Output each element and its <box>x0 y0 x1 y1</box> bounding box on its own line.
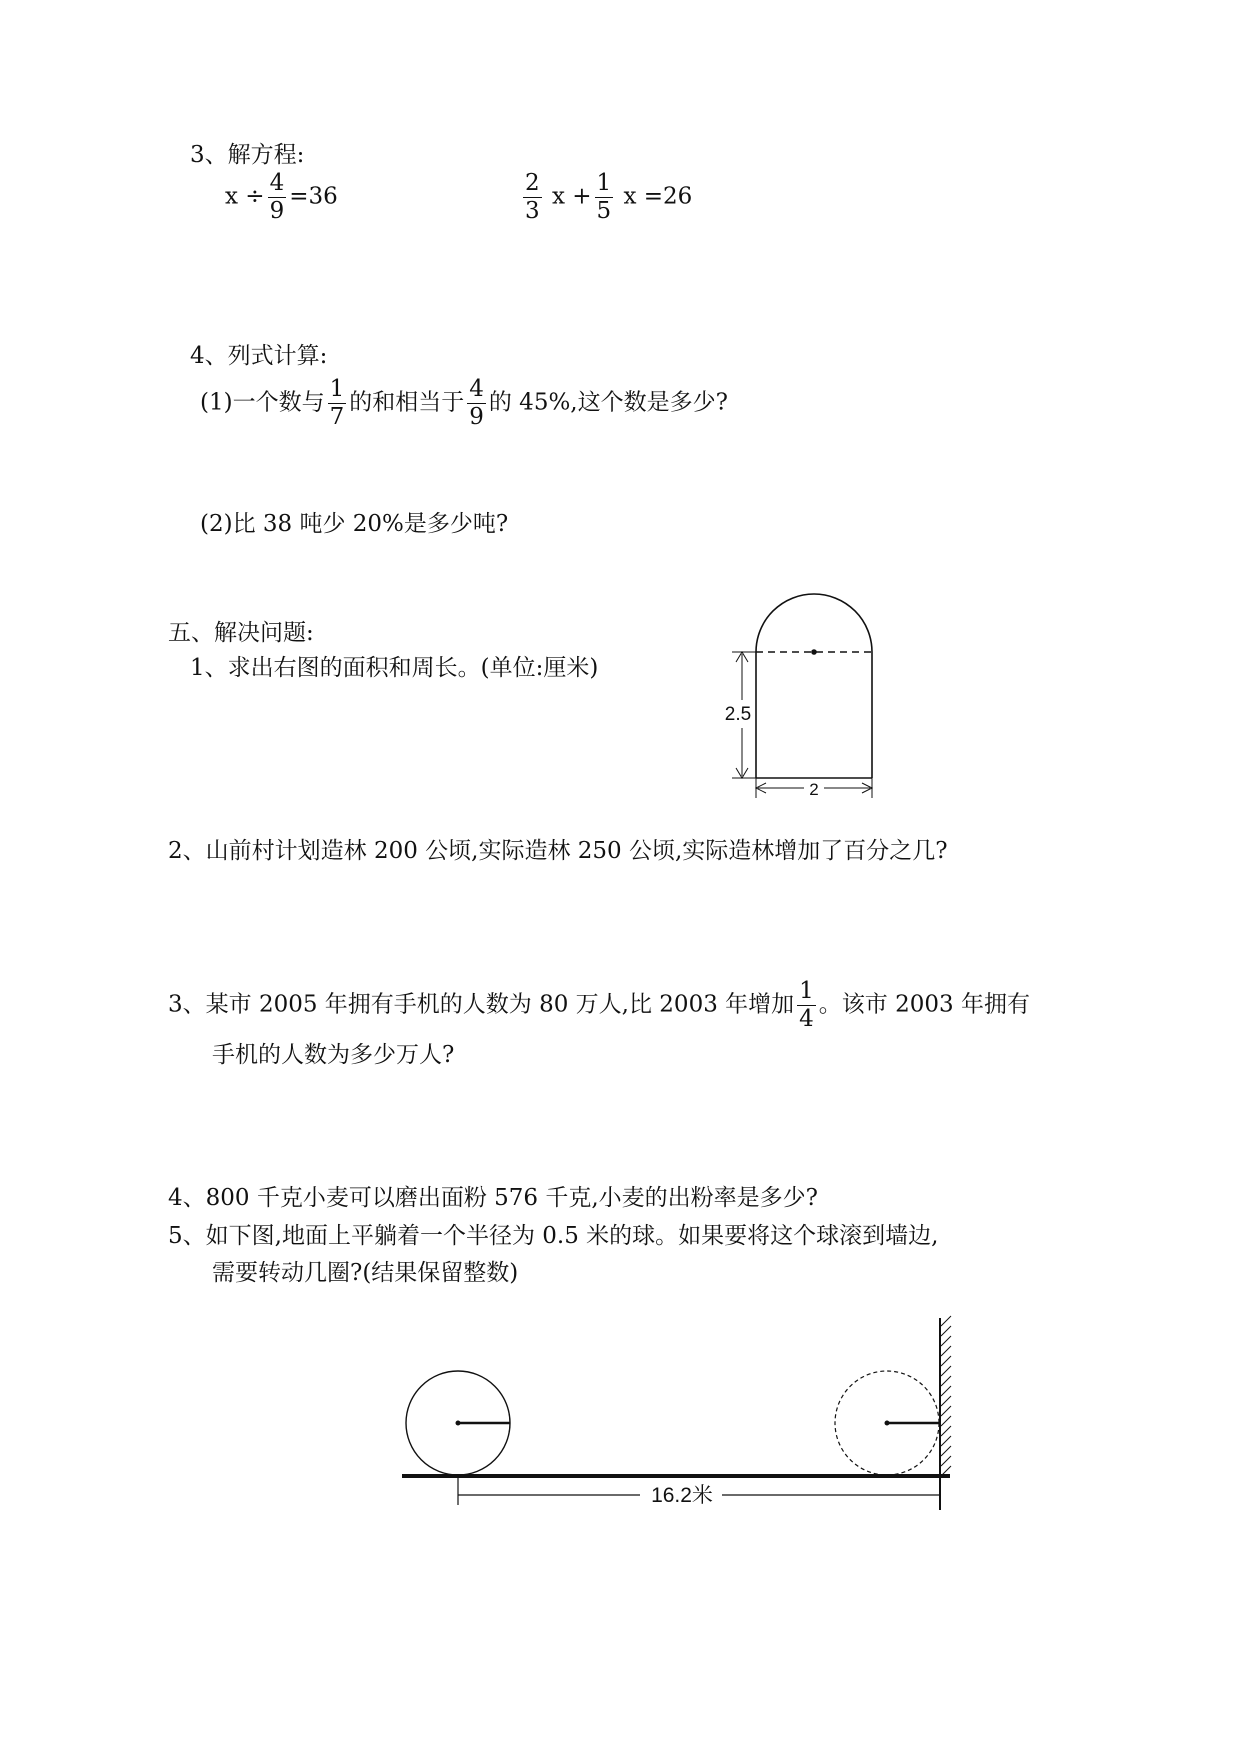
s5-problem-5-line1: 5、如下图,地面上平躺着一个半径为 0.5 米的球。如果要将这个球滚到墙边, <box>168 1223 939 1249</box>
q4p1-denominator-1: 7 <box>329 404 345 430</box>
q4p1-text-a: (1)一个数与 <box>200 389 325 416</box>
eq1-var: x <box>225 183 238 210</box>
semicircle-arc <box>756 594 872 652</box>
s5-problem-1: 1、求出右图的面积和周长。(单位:厘米) <box>190 655 599 681</box>
q3-heading: 3、解方程: <box>190 142 305 168</box>
q4p1-fraction-1 <box>328 378 347 429</box>
eq2-plus: + <box>572 183 592 210</box>
s5p3-numerator: 1 <box>799 978 814 1004</box>
s5p3-text-b: 。该市 2003 年拥有 <box>818 991 1030 1018</box>
eq1-div: ÷ <box>245 183 265 210</box>
eq2-numerator-2: 1 <box>596 170 612 196</box>
ball-wall-figure <box>390 1310 970 1560</box>
eq2-numerator-1: 2 <box>525 170 540 196</box>
composite-shape-figure <box>720 590 890 810</box>
s5-problem-3 <box>168 980 1030 1031</box>
s5p3-fraction <box>797 980 816 1031</box>
width-label: 2 <box>809 780 819 799</box>
section5-heading: 五、解决问题: <box>168 620 314 646</box>
s5-problem-2: 2、山前村计划造林 200 公顷,实际造林 250 公顷,实际造林增加了百分之几? <box>168 838 948 864</box>
eq2-denominator-2: 5 <box>596 198 612 224</box>
equation-1 <box>225 172 338 223</box>
eq2-var-1: x <box>551 183 565 210</box>
eq1-denominator: 9 <box>269 198 285 224</box>
s5-problem-4: 4、800 千克小麦可以磨出面粉 576 千克,小麦的出粉率是多少? <box>168 1185 819 1211</box>
eq2-denominator-1: 3 <box>525 198 540 224</box>
eq2-rest: x =26 <box>623 183 693 210</box>
q4p1-numerator-1: 1 <box>329 376 345 402</box>
q4p1-text-c: 的 45%,这个数是多少? <box>488 389 728 416</box>
equation-2 <box>520 172 692 223</box>
q4p1-text-b: 的和相当于 <box>349 389 465 416</box>
q4p1-denominator-2: 9 <box>469 404 484 430</box>
eq2-fraction-2 <box>595 172 614 223</box>
q4-heading: 4、列式计算: <box>190 343 328 369</box>
s5p3-denominator: 4 <box>799 1006 814 1032</box>
eq1-rest: =36 <box>289 183 338 210</box>
s5-problem-3-line2: 手机的人数为多少万人? <box>212 1042 455 1068</box>
s5p3-text-a: 3、某市 2005 年拥有手机的人数为 80 万人,比 2003 年增加 <box>168 991 795 1018</box>
eq2-fraction-1 <box>523 172 542 223</box>
distance-label: 16.2米 <box>651 1484 713 1507</box>
wall-hatching <box>941 1316 951 1476</box>
q4-problem-2: (2)比 38 吨少 20%是多少吨? <box>200 511 509 537</box>
q4-problem-1 <box>200 378 728 429</box>
q4p1-fraction-2 <box>467 378 486 429</box>
q4p1-numerator-2: 4 <box>469 376 484 402</box>
eq1-numerator: 4 <box>269 170 285 196</box>
eq1-fraction <box>268 172 287 223</box>
height-label: 2.5 <box>724 704 752 725</box>
s5-problem-5-line2: 需要转动几圈?(结果保留整数) <box>212 1260 519 1286</box>
center-dot <box>811 649 817 655</box>
